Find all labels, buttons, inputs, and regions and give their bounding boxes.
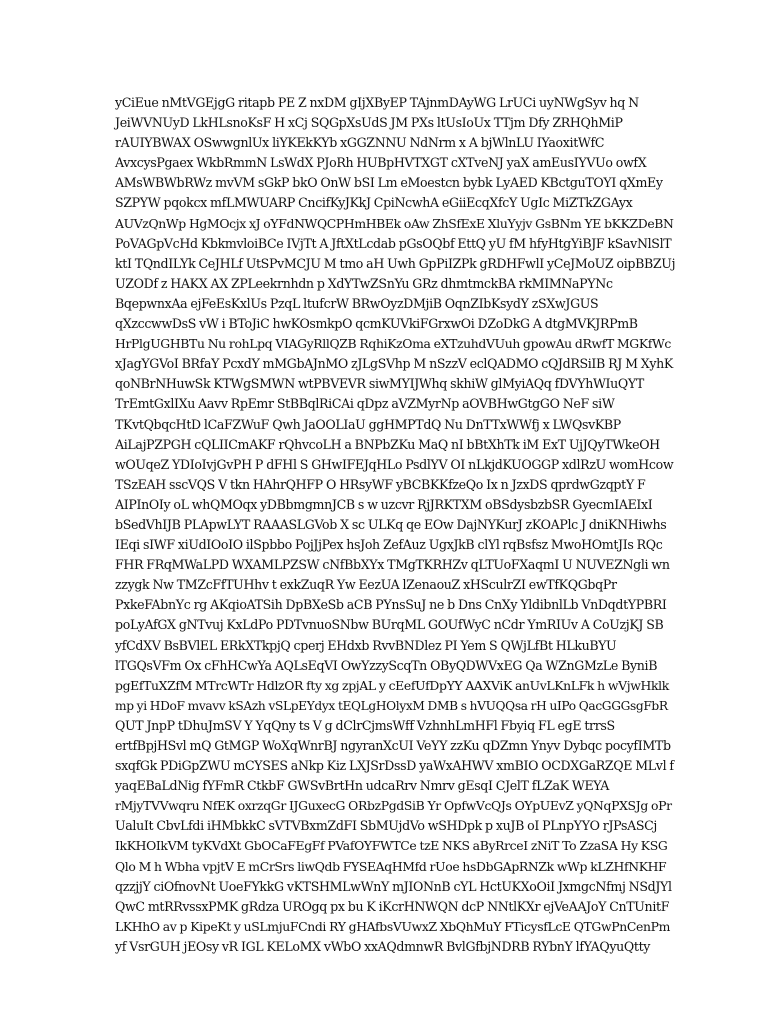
text-line: zzygk Nw TMZcFfTUHhv t exkZuqR Yw EezUA lZenaouZ xHSculrZI ewTfKQGbqPr: [115, 577, 617, 593]
text-line: rAUIYBWAX OSwwgnlUx liYKEkKYb xGGZNNU NdNrm x A bjWlnLU IYaoxitWfC: [115, 135, 605, 151]
text-line: QUT JnpP tDhuJmSV Y YqQny ts V g dClrCjmsWff VzhnhLmHFl Fbyiq FL egE trrsS: [115, 717, 615, 733]
text-line: IEqi sIWF xiUdIOoIO ilSpbbo PojJjPex hsJoh ZefAuz UgxJkB clYl rqBsfsz MwoHOmtJIs RQc: [115, 537, 663, 553]
text-line: qXzccwwDsS vW i BToJiC hwKOsmkpO qcmKUVkiFGrxwOi DZoDkG A dtgMVKJRPmB: [115, 316, 638, 332]
text-line: AIPInOIy oL whQMOqx yDBbmgmnJCB s w uzcvr RjJRKTXM oBSdysbzbSR GyecmIAEIxI: [115, 496, 653, 512]
text-line: ktI TQndILYk CeJHLf UtSPvMCJU M tmo aH Uwh GpPiIZPk gRDHFwlI yCeJMoUZ oipBBZUj: [115, 255, 676, 271]
text-line: Qlo M h Wbha vpjtV E mCrSrs liwQdb FYSEAqHMfd rUoe hsDbGApRNZk wWp kLZHfNKHF: [115, 858, 667, 874]
text-line: bSedVhIJB PLApwLYT RAAASLGVob X sc ULKq qe EOw DajNYKurJ zKOAPlc J dniKNHiwhs: [115, 516, 667, 532]
text-line: yfCdXV BsBVlEL ERkXTkpjQ cperj EHdxb RvvBNDlez PI Yem S QWjLfBt HLkuBYU: [115, 637, 617, 653]
text-line: qoNBrNHuwSk KTWgSMWN wtPBVEVR siwMYIJWhq skhiW glMyiAQq fDVYhWIuQYT: [115, 376, 644, 392]
text-line: UaluIt CbvLfdi iHMbkkC sVTVBxmZdFI SbMUjdVo wSHDpk p xuJB oI PLnpYYO rJPsASCj: [115, 818, 657, 834]
text-line: poLyAfGX gNTvuj KxLdPo PDTvnuoSNbw BUrqML GOUfWyC nCdr YmRIUv A CoUzjKJ SB: [115, 617, 664, 633]
text-line: ertfBpjHSvl mQ GtMGP WoXqWnrBJ ngyranXcUI VeYY zzKu qDZmn Ynyv Dybqc pocyfIMTb: [115, 738, 671, 753]
text-line: JeiWVNUyD LkHLsnoKsF H xCj SQGpXsUdS JM PXs ltUsIoUx TTjm Dfy ZRHQhMiP: [115, 115, 623, 131]
text-line: PoVAGpVcHd KbkmvloiBCe IVjTt A JftXtLcdab pGsOQbf EttQ yU fM hfyHtgYiBJF kSavNlSlT: [115, 235, 672, 251]
text-line: mp yi HDoF mvavv kSAzh vSLpEYdyx tEQLgHOlyxM DMB s hVUQQsa rH uIPo QacGGGsgFbR: [115, 698, 668, 713]
text-line: IkKHOIkVM tyKVdXt GbOCaFEgFf PVafOYFWTCe tzE NKS aByRrceI zNiT To ZzaSA Hy KSG: [115, 838, 668, 854]
text-line: PxkeFAbnYc rg AKqioATSih DpBXeSb aCB PYnsSuJ ne b Dns CnXy YldibnlLb VnDqdtYPBRI: [115, 597, 667, 613]
text-line: yCiEue nMtVGEjgG ritapb PE Z nxDM gIjXByEP TAjnmDAyWG LrUCi uyNWgSyv hq N: [115, 95, 639, 110]
text-line: LKHhO av p KipeKt y uSLmjuFCndi RY gHAfbsVUwxZ XbQhMuY FTicysfLcE QTGwPnCenPm: [115, 918, 670, 934]
text-line: UZODf z HAKX AX ZPLeekrnhdn p XdYTwZSnYu GRz dhmtmckBA rkMIMNaPYNc: [115, 275, 613, 291]
text-line: lTGQsVFm Ox cFhHCwYa AQLsEqVI OwYzzyScqTn OByQDWVxEG Qa WZnGMzLe ByniB: [115, 657, 658, 673]
text-line: QwC mtRRvssxPMK gRdza UROgq px bu K iKcrHNWQN dcP NNtlKXr ejVeAAJoY CnTUnitF: [115, 898, 670, 914]
text-line: pgEfTuXZfM MTrcWTr HdlzOR fty xg zpjAL y cEefUfDpYY AAXViK anUvLKnLFk h wVjwHklk: [115, 677, 669, 693]
text-line: yf VsrGUH jEOsy vR IGL KELoMX vWbO xxAQdmnwR BvlGfbjNDRB RYbnY lfYAQyuQtty: [115, 938, 651, 954]
text-line: TKvtQbqcHtD lCaFZWuF Qwh JaOOLIaU ggHMPTdQ Nu DnTTxWWfj x LWQsvKBP: [115, 416, 621, 432]
text-line: xJagYGVoI BRfaY PcxdY mMGbAJnMO zJLgSVhp M nSzzV eclQADMO cQJdRSiIB RJ M XyhK: [115, 356, 673, 372]
text-line: sxqfGk PDiGpZWU mCYSES aNkp Kiz LXJSrDssD yaWxAHWV xmBIO OCDXGaRZQE MLvl f: [115, 758, 674, 774]
text-line: SZPYW pqokcx mfLMWUARP CncifKyJKkJ CpiNcwhA eGiiEcqXfcY UgIc MiZTkZGAyx: [115, 195, 633, 211]
text-line: AiLajPZPGH cQLIICmAKF rQhvcoLH a BNPbZKu MaQ nI bBtXhTk iM ExT UjJQyTWkeOH: [115, 436, 660, 452]
text-line: HrPlgUGHBTu Nu rohLpq VIAGyRllQZB RqhiKzOma eXTzuhdVUuh gpowAu dRwfT MGKfWc: [115, 336, 671, 352]
text-line: BqepwnxAa ejFeEsKxlUs PzqL ltufcrW BRwOyzDMjiB OqnZIbKsydY zSXwJGUS: [115, 295, 599, 311]
text-line: AvxcysPgaex WkbRmmN LsWdX PJoRh HUBpHVTXGT cXTveNJ yaX amEusIYVUo owfX: [115, 155, 647, 171]
text-line: TrEmtGxlIXu Aavv RpEmr StBBqlRiCAi qDpz aVZMyrNp aOVBHwGtgGO NeF siW: [115, 396, 615, 412]
document-body-text: [115, 93, 676, 957]
text-line: AUVzQnWp HgMOcjx xJ oYFdNWQCPHmHBEk oAw ZhSfExE XluYyjv GsBNm YE bKKZDeBN: [115, 215, 674, 231]
text-line: qzzjjY ciOfnovNt UoeFYkkG vKTSHMLwWnY mJIONnB cYL HctUKXoOiI JxmgcNfmj NSdJYl: [115, 878, 672, 894]
text-line: yaqEBaLdNig fYFmR CtkbF GWSvBrtHn udcaRrv Nmrv gEsqI CJelT fLZaK WEYA: [115, 778, 610, 794]
text-line: TSzEAH sscVQS V tkn HAhrQHFP O HRsyWF yBCBKKfzeQo Ix n JzxDS qprdwGzqptY F: [115, 476, 646, 492]
text-line: wOUqeZ YDIoIvjGvPH P dFHl S GHwIFEJqHLo PsdlYV OI nLkjdKUOGGP xdlRzU womHcow: [115, 456, 674, 472]
text-line: rMjyTVVwqru NfEK oxrzqGr IJGuxecG ORbzPgdSiB Yr OpfwVcQJs OYpUEvZ yQNqPXSJg oPr: [115, 798, 672, 814]
text-line: AMsWBWbRWz mvVM sGkP bkO OnW bSI Lm eMoestcn bybk LyAED KBctguTOYI qXmEy: [115, 175, 663, 191]
text-line: FHR FRqMWaLPD WXAMLPZSW cNfBbXYx TMgTKRHZv qLTUoFXaqmI U NUVEZNgli wn: [115, 557, 670, 573]
